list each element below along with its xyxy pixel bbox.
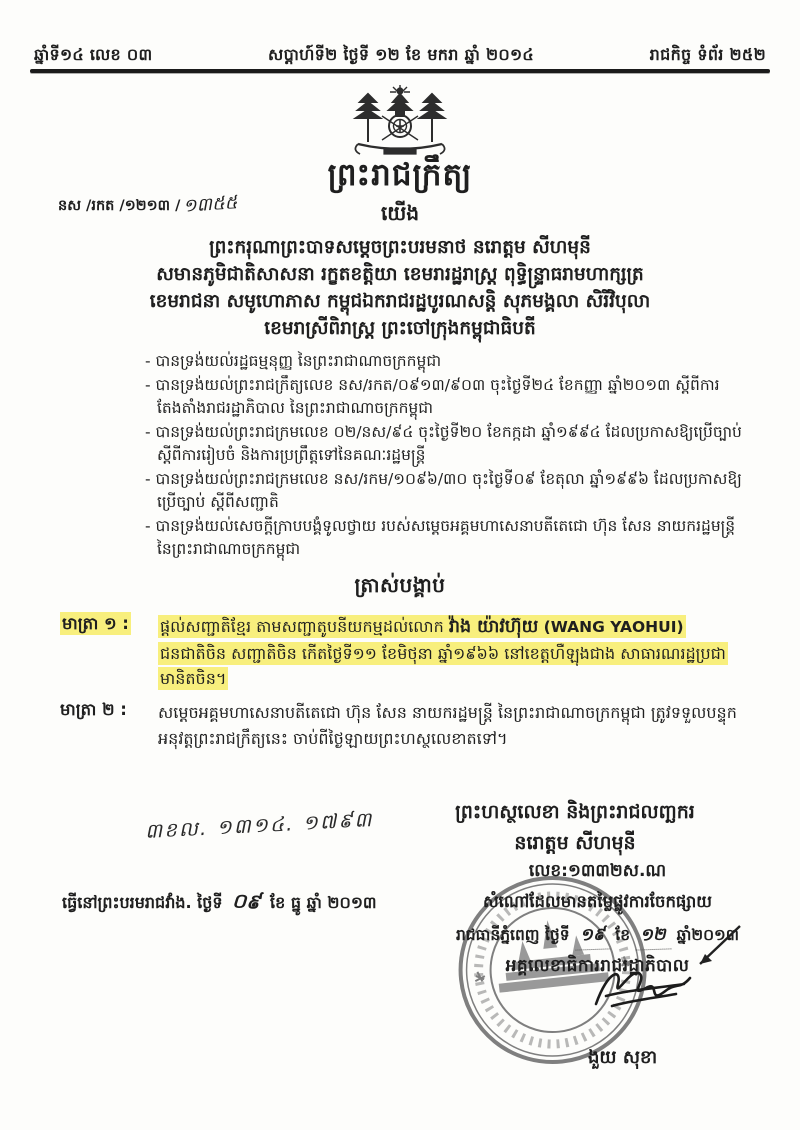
certifier-name: ងួយ សុខា [588, 1047, 658, 1068]
certification-day-handwritten: ១៩ [575, 923, 611, 950]
gazette-page-number: រាជកិច្ច ទំព័រ ២៥២ [649, 45, 766, 64]
article-2 [60, 700, 750, 751]
article-2-text: សម្តេចអគ្គមហាសេនាបតីតេជោ ហ៊ុន សែន នាយករដ្ឋមន្ត្រី នៃព្រះរាជាណាចក្រកម្ពុជា ត្រូវទទួលបន្ទុកអនុវត្តព្រះរាជក្រឹត្យនេះ ចាប់ពីថ្ងៃឡាយព្រះហស្ថលេខាតទៅ។ [158, 703, 737, 748]
preamble-item: - បានទ្រង់យល់ព្រះរាជក្រមលេខ ០២/នស/៩៤ ចុះថ្ងៃទី២០ ខែកក្កដា ឆ្នាំ១៩៩៤ ដែលប្រកាសឱ្យប្រើច្បាប់ស្តីពីការរៀបចំ និងការប្រព្រឹត្តទៅនៃគណៈរដ្ឋមន្ត្រី [145, 422, 742, 464]
article-1-text [158, 615, 728, 690]
certification-month-handwritten: ១២ [635, 923, 672, 950]
grantee-name-khmer: វ៉ាង យ៉ាវហ៊ុយ [448, 617, 539, 637]
royal-titles-block [55, 234, 745, 342]
document-subtitle: យើង [380, 201, 420, 225]
preamble-list [145, 350, 748, 562]
article-2-label: មាត្រា ២ : [60, 700, 127, 719]
certification-place-prefix: រាជធានីភ្នំពេញ ថ្ងៃទី [455, 926, 570, 944]
article-1 [60, 614, 750, 692]
handwritten-registry-note: ៣ខល. ១៣១៤. ១៧៩៣ [144, 807, 374, 843]
royal-signature-block [420, 797, 730, 859]
preamble-item: - បានទ្រង់យល់សេចក្តីក្រាបបង្គំទូលថ្វាយ របស់សម្តេចអគ្គមហាសេនាបតីតេជោ ហ៊ុន សែន នាយករដ្ឋមន្ត្រី នៃព្រះរាជាណាចក្រកម្ពុជា [145, 516, 736, 558]
done-at-prefix: ធ្វើនៅព្រះបរមរាជវាំង. ថ្ងៃទី [62, 893, 223, 912]
grantee-name-latin: (WANG YAOHUI) [538, 618, 684, 636]
king-name: នរោត្តម សីហមុនី [514, 832, 636, 854]
preamble-item: - បានទ្រង់យល់រដ្ឋធម្មនុញ្ញ នៃព្រះរាជាណាចក្រកម្ពុជា [145, 352, 442, 370]
reference-handwritten: ១៣៥៥ [182, 192, 239, 217]
article-1-text-before: ផ្តល់សញ្ជាតិខ្មែរ តាមសញ្ជាតូបនីយកម្មដល់លោក [160, 617, 449, 636]
royal-signature-caption: ព្រះហស្ថលេខា និងព្រះរាជលញ្ឆករ [455, 801, 695, 823]
done-at-suffix: ខែ ធ្នូ ឆ្នាំ ២០១៣ [270, 893, 377, 912]
royal-title-line: ខេមរាជនា សមូហោភាស កម្ពុជឯករាជរដ្ឋបូរណសន្តិ សុភមង្គលា សិរីវិបុលា [149, 291, 651, 312]
proclamation-heading: ត្រាស់បង្គាប់ [354, 573, 446, 597]
certification-year: ឆ្នាំ២០១៣ [676, 926, 740, 944]
header-divider [30, 69, 770, 73]
royal-title-line: ខេមរាស្រីពិរាស្ត្រ ព្រះចៅក្រុងកម្ពុជាធិបតី [264, 318, 536, 339]
gazette-header [34, 44, 766, 68]
preamble-item: - បានទ្រង់យល់ព្រះរាជក្រឹត្យលេខ នស/រកត/០៩១៣/៩០៣ ចុះថ្ងៃទី២៤ ខែកញ្ញា ឆ្នាំ២០១៣ ស្តីពីការតែងតាំងរាជរដ្ឋាភិបាល នៃព្រះរាជាណាចក្រកម្ពុជា [145, 375, 720, 417]
royal-title-line: សមានភូមិជាតិសាសនា រក្ខតខត្តិយា ខេមរារដ្ឋរាស្ត្រ ពុទ្ធិន្ទ្រាធរាមហាក្សត្រ [156, 264, 644, 285]
done-at-day-handwritten: ០៩ [231, 888, 262, 914]
article-1-text-after: ជនជាតិចិន សញ្ជាតិចិន កើតថ្ងៃទី១១ ខែមិថុនា ឆ្នាំ១៩៦៦ នៅខេត្តហឺឡុងជាង សាធារណរដ្ឋប្រជាមានិតចិន។ [160, 643, 726, 688]
certifying-office-title: អគ្គលេខាធិការរាជរដ្ឋាភិបាល [505, 956, 690, 976]
certification-month-label: ខែ [615, 926, 631, 944]
article-1-label: មាត្រា ១ : [62, 614, 129, 633]
done-at-line [62, 888, 377, 918]
royal-title-line: ព្រះករុណាព្រះបាទសម្តេចព្រះបរមនាថ នរោត្តម សីហមុនី [209, 237, 591, 258]
gazette-year-number: ឆ្នាំទី១៤ លេខ ០៣ [34, 45, 153, 64]
reference-printed: នស /រកត /១២១៣ / [58, 198, 181, 214]
preamble-item: - បានទ្រង់យល់ព្រះរាជក្រមលេខ នស/រកម/១០៩៦/៣០ ចុះថ្ងៃទី០៩ ខែតុលា ឆ្នាំ១៩៩៦ ដែលប្រកាសឱ្យប្រើច្បាប់ ស្តីពីសញ្ជាតិ [145, 469, 742, 511]
document-title: ព្រះរាជក្រឹត្យ [327, 157, 473, 193]
gazette-date: សប្តាហ៍ទី២ ថ្ងៃទី ១២ ខែ មករា ឆ្នាំ ២០១៤ [268, 45, 535, 64]
certification-statement: សំណៅដែលមានតម្លៃផ្លូវការចែកផ្សាយ [482, 892, 713, 911]
signature-scribble-icon [588, 960, 698, 1024]
certification-number: លេខ:១៣៣២ស.ណ [528, 861, 667, 881]
